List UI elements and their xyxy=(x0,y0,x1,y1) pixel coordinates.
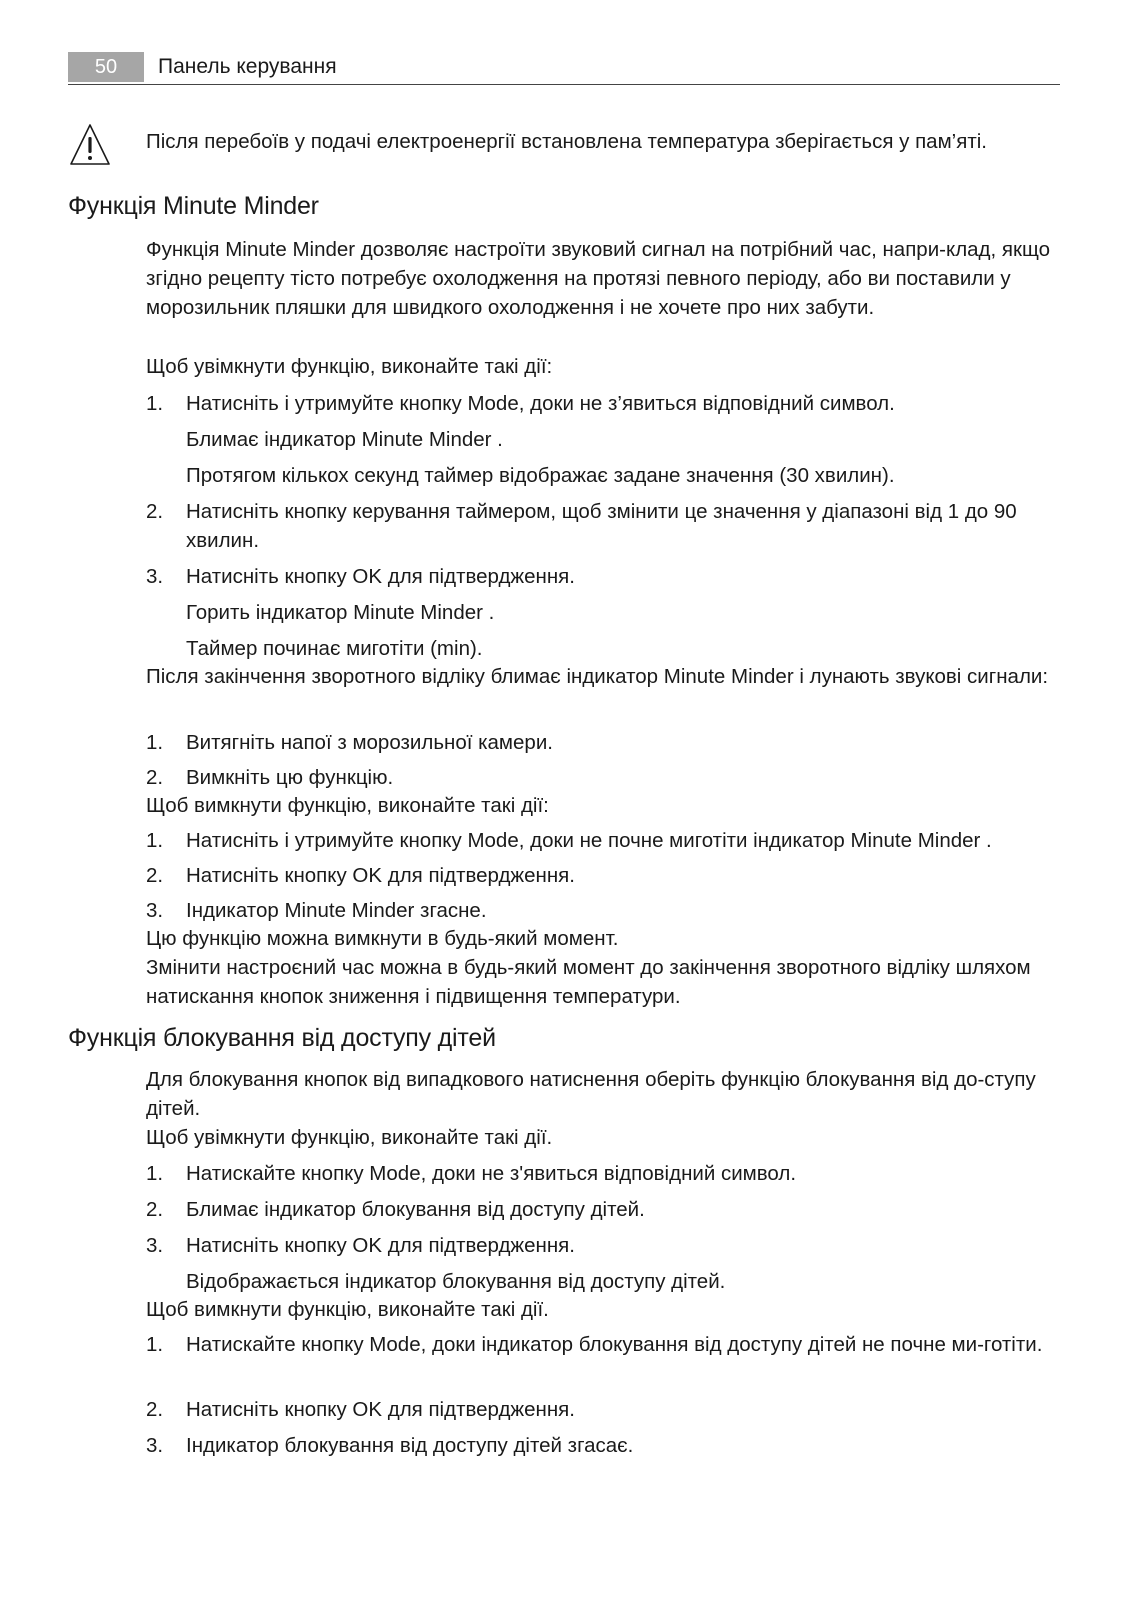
list-item xyxy=(146,1330,1066,1359)
section2-disable-lead: Щоб вимкнути функцію, виконайте такі дії. xyxy=(146,1298,549,1321)
list-text: Індикатор блокування від доступу дітей згасає. xyxy=(186,1434,634,1457)
list-item xyxy=(146,389,1066,418)
list-item xyxy=(146,1395,1066,1424)
list-item xyxy=(146,861,1066,890)
list-number: 1. xyxy=(146,1162,164,1185)
list-text: Натисніть кнопку OK для підтвердження. xyxy=(186,565,575,588)
list-item xyxy=(146,497,1066,555)
section-title-child-lock: Функція блокування від доступу дітей xyxy=(68,1024,496,1052)
list-text: Натисніть і утримуйте кнопку Mode, доки не почне миготіти індикатор Minute Minder . xyxy=(186,829,992,852)
list-item xyxy=(146,1195,1066,1224)
section1-intro: Функція Minute Minder дозволяє настроїти звуковий сигнал на потрібний час, напри-клад, якщо згідно рецепту тісто потребує охолодження на протязі певного періоду, або ви поставили у морозильник пляшки для швидкого охолодження і не хочете про них забути. xyxy=(146,238,1051,319)
list-text: Натисніть кнопку OK для підтвердження. xyxy=(186,1398,575,1421)
section2-enable-lead: Щоб увімкнути функцію, виконайте такі дії. xyxy=(146,1126,553,1149)
list-number: 1. xyxy=(146,1333,164,1356)
list-item xyxy=(146,1159,1066,1188)
list-number: 3. xyxy=(146,565,164,588)
list-number: 1. xyxy=(146,392,164,415)
list-item xyxy=(146,826,1066,855)
list-number: 2. xyxy=(146,864,164,887)
list-number: 2. xyxy=(146,1398,164,1421)
list-text: Натисніть і утримуйте кнопку Mode, доки не з’явиться відповідний символ. xyxy=(186,392,895,415)
list-number: 1. xyxy=(146,731,164,754)
list-number: 1. xyxy=(146,829,164,852)
step-note: Протягом кількох секунд таймер відображає задане значення (30 хвилин). xyxy=(186,464,895,487)
list-text: Витягніть напої з морозильної камери. xyxy=(186,731,553,754)
list-text: Натискайте кнопку Mode, доки індикатор блокування від доступу дітей не почне ми-готіти. xyxy=(186,1333,1043,1356)
header-title: Панель керування xyxy=(158,55,337,78)
list-number: 2. xyxy=(146,500,164,523)
warning-triangle-icon xyxy=(68,122,112,168)
section1-enable-lead: Щоб увімкнути функцію, виконайте такі дії: xyxy=(146,355,553,378)
list-text: Натисніть кнопку OK для підтвердження. xyxy=(186,1234,575,1257)
list-text: Вимкніть цю функцію. xyxy=(186,766,394,789)
list-number: 3. xyxy=(146,1234,164,1257)
list-number: 3. xyxy=(146,899,164,922)
list-item xyxy=(146,763,1066,792)
section1-note: Змінити настроєний час можна в будь-який момент до закінчення зворотного відліку шляхом натискання кнопок зниження і підвищення температури. xyxy=(146,956,1031,1008)
list-number: 2. xyxy=(146,1198,164,1221)
list-text: Натисніть кнопку OK для підтвердження. xyxy=(186,864,575,887)
list-item xyxy=(146,562,1066,591)
step-note: Блимає індикатор Minute Minder . xyxy=(186,428,503,451)
list-item xyxy=(146,896,1066,925)
section1-note: Цю функцію можна вимкнути в будь-який момент. xyxy=(146,927,619,950)
list-number: 3. xyxy=(146,1434,164,1457)
section-title-minute-minder: Функція Minute Minder xyxy=(68,192,319,220)
list-text: Блимає індикатор блокування від доступу дітей. xyxy=(186,1198,645,1221)
countdown-text: Після закінчення зворотного відліку блимає індикатор Minute Minder і лунають звукові сигнали: xyxy=(146,665,1049,688)
list-number: 2. xyxy=(146,766,164,789)
page-number: 50 xyxy=(68,52,144,82)
page-header xyxy=(68,52,1060,85)
section2-intro: Для блокування кнопок від випадкового натиснення оберіть функцію блокування від до-ступу дітей. xyxy=(146,1068,1036,1120)
list-item xyxy=(146,728,1066,757)
warning-note xyxy=(68,122,1060,172)
step-note: Відображається індикатор блокування від доступу дітей. xyxy=(186,1270,726,1293)
step-note: Таймер починає миготіти (min). xyxy=(186,637,483,660)
list-text: Натискайте кнопку Mode, доки не з'явиться відповідний символ. xyxy=(186,1162,797,1185)
list-text: Індикатор Minute Minder згасне. xyxy=(186,899,487,922)
list-item xyxy=(146,1431,1066,1460)
step-note: Горить індикатор Minute Minder . xyxy=(186,601,495,624)
warning-text: Після перебоїв у подачі електроенергії встановлена температура зберігається у пам’яті. xyxy=(146,130,987,153)
list-text: Натисніть кнопку керування таймером, щоб змінити це значення у діапазоні від 1 до 90 хвилин. xyxy=(186,500,1017,552)
list-item xyxy=(146,1231,1066,1260)
section1-disable-lead: Щоб вимкнути функцію, виконайте такі дії: xyxy=(146,794,549,817)
